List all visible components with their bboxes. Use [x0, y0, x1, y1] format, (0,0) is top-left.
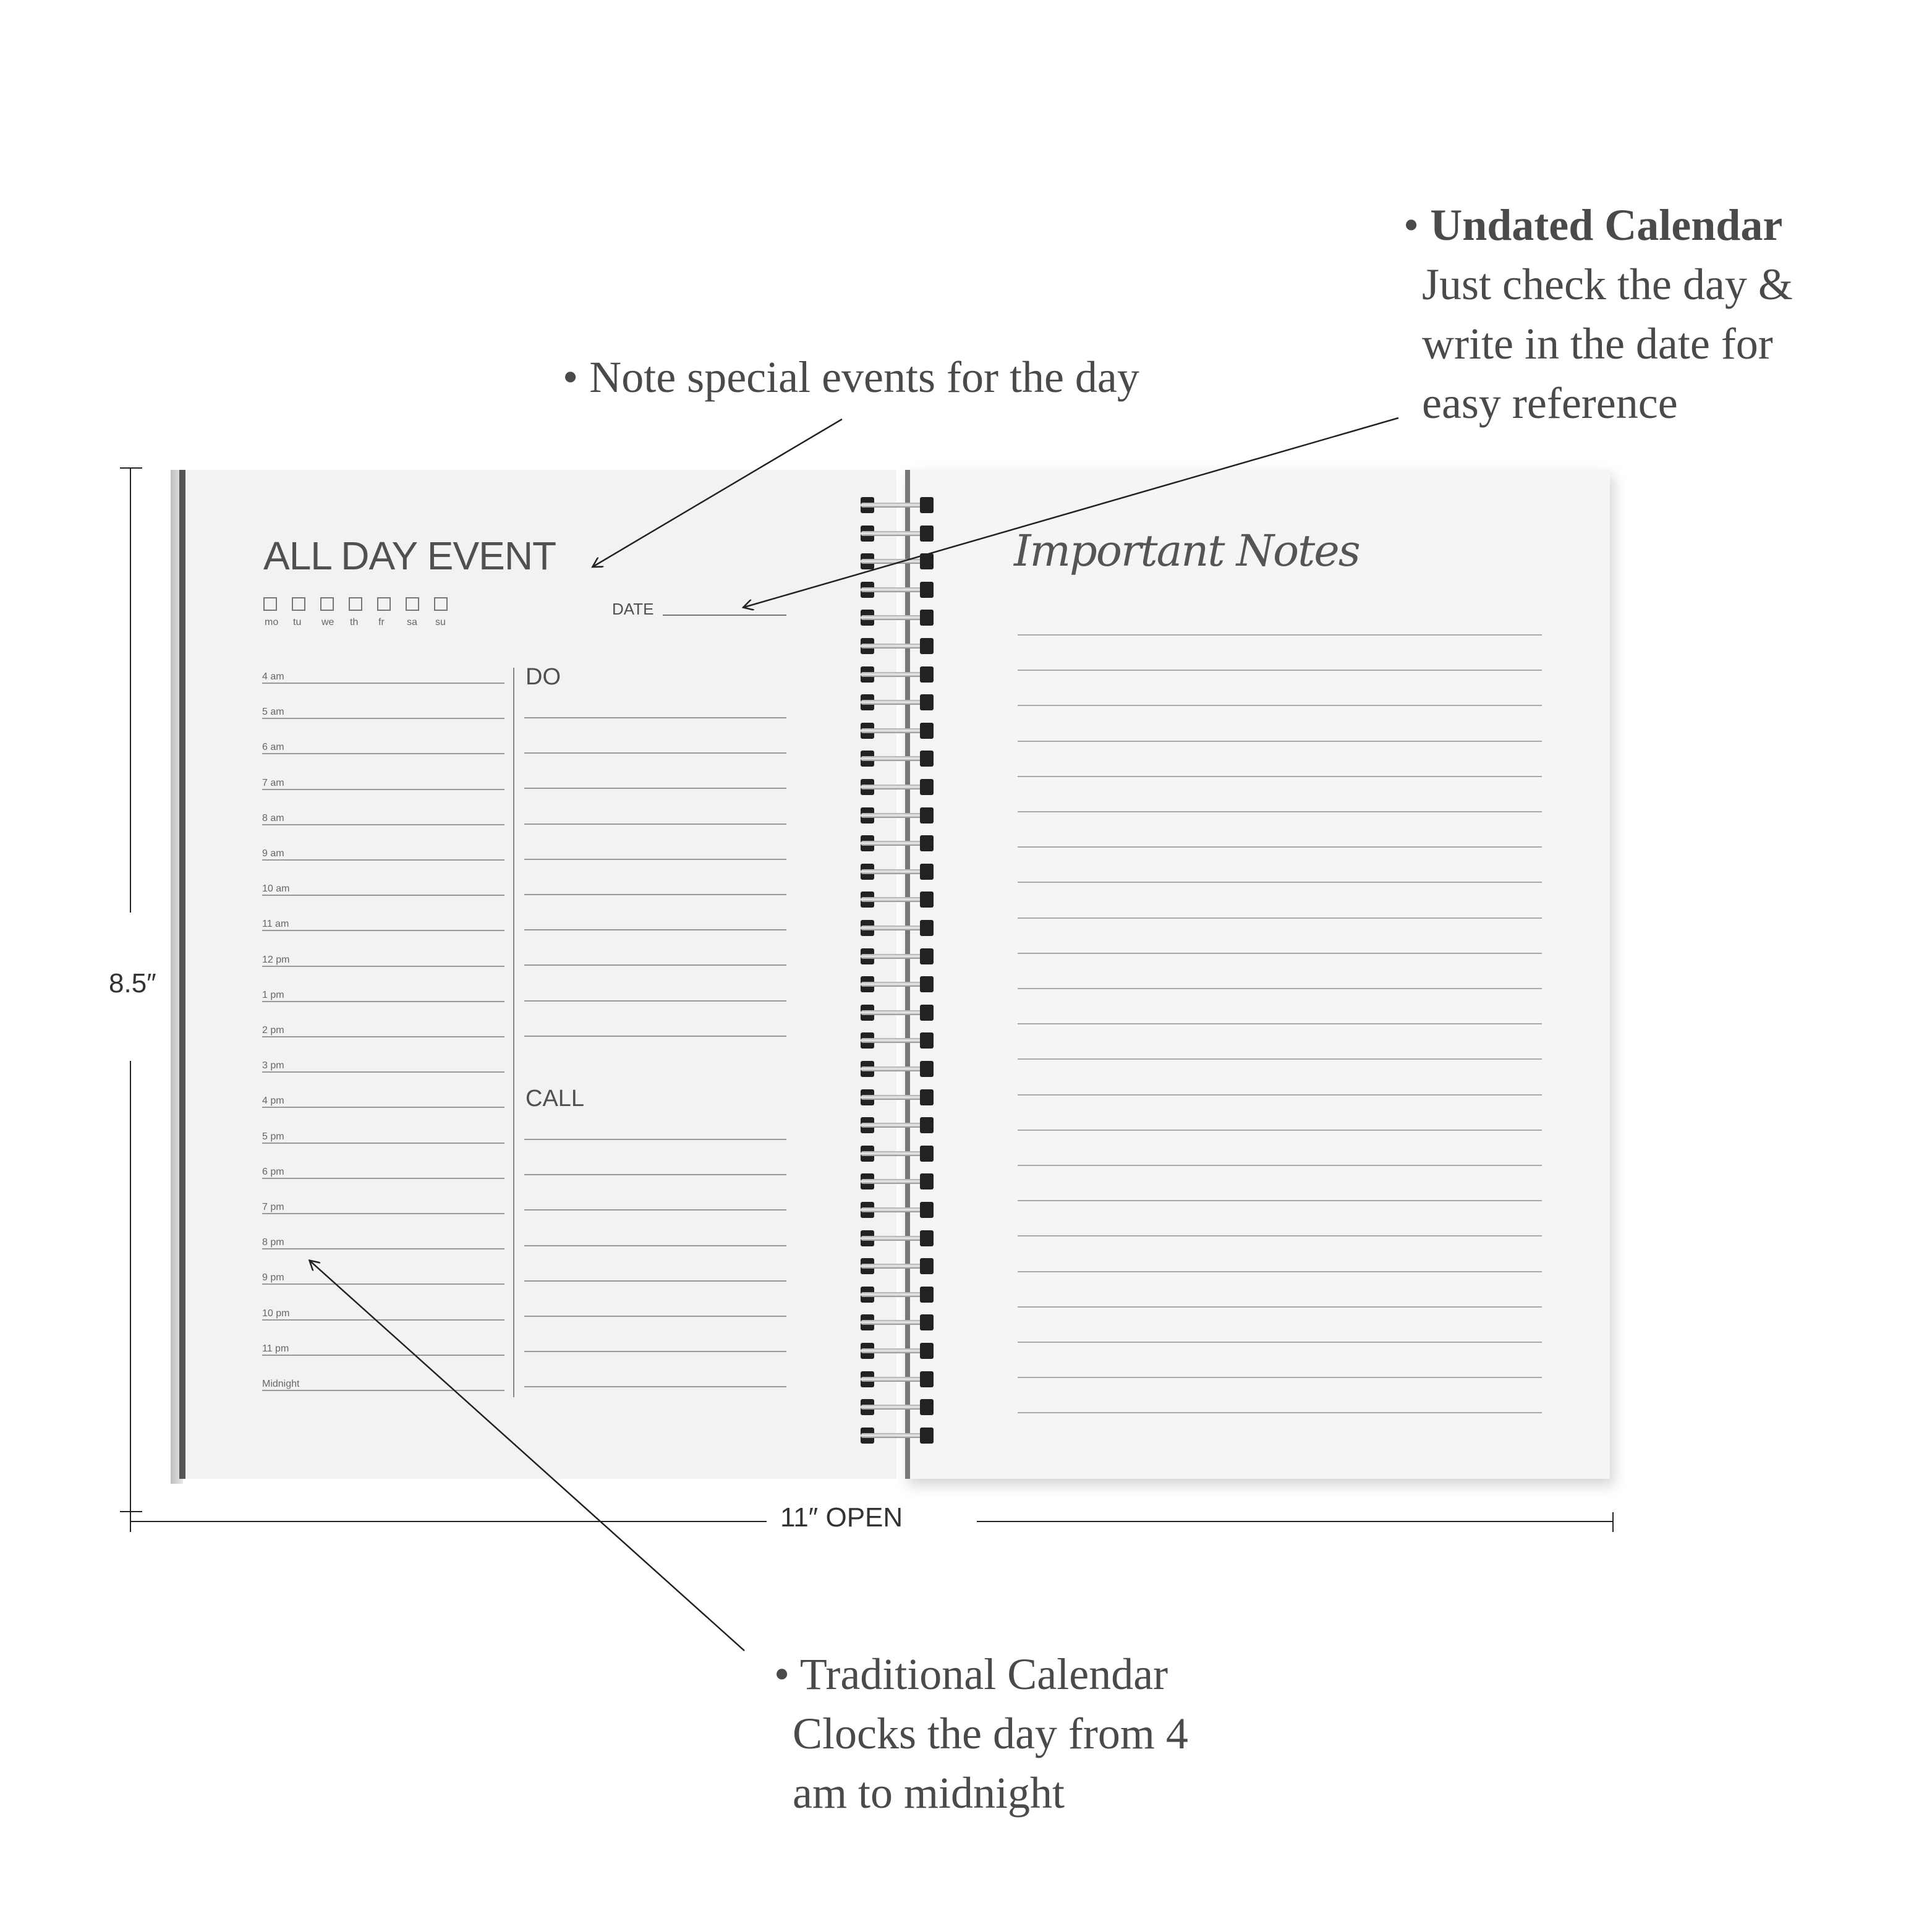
annotation-traditional-line-1: Clocks the day from 4: [793, 1709, 1188, 1758]
bullet: •: [1403, 200, 1431, 250]
hour-label: 10 pm: [262, 1308, 290, 1319]
height-dimension-label: 8.5″: [109, 968, 156, 998]
weekday-label: sa: [407, 617, 417, 628]
annotation-undated-title: Undated Calendar: [1430, 200, 1783, 250]
annotation-traditional-title: Traditional Calendar: [799, 1649, 1168, 1699]
weekday-label: th: [350, 617, 359, 628]
hour-label: 4 am: [262, 671, 284, 682]
bullet: •: [563, 352, 590, 402]
hour-label: 5 pm: [262, 1131, 284, 1142]
hour-label: 4 pm: [262, 1096, 284, 1107]
do-label: DO: [526, 664, 561, 690]
annotation-undated-line-3: easy reference: [1422, 378, 1678, 428]
hour-label: 9 am: [262, 848, 284, 859]
hour-label: 12 pm: [262, 954, 290, 965]
hour-label: 3 pm: [262, 1060, 284, 1071]
hour-label: 11 am: [262, 919, 289, 930]
hour-label: 2 pm: [262, 1025, 284, 1036]
page-title: ALL DAY EVENT: [263, 534, 556, 578]
bullet: •: [774, 1649, 800, 1699]
annotation-undated-line-1: Just check the day &: [1422, 260, 1793, 309]
width-dimension-label: 11″ OPEN: [780, 1502, 903, 1533]
weekday-label: su: [435, 617, 446, 628]
date-label: DATE: [612, 600, 654, 618]
hour-label: Midnight: [262, 1379, 300, 1389]
annotation-undated-line-2: write in the date for: [1422, 319, 1773, 368]
hour-label: 11 pm: [262, 1343, 289, 1354]
annotation-special-events-text: Note special events for the day: [589, 352, 1139, 402]
hour-label: 5 am: [262, 707, 284, 718]
notes-title: Important Notes: [1014, 526, 1360, 576]
arrow-special-events: [594, 419, 842, 566]
weekday-label: mo: [265, 617, 279, 628]
hour-label: 8 am: [262, 812, 284, 823]
hour-label: 10 am: [262, 883, 290, 895]
hour-label: 9 pm: [262, 1272, 284, 1283]
weekday-label: tu: [293, 617, 302, 628]
hour-label: 8 pm: [262, 1237, 284, 1248]
call-label: CALL: [526, 1086, 585, 1112]
arrow-undated-calendar: [744, 418, 1398, 607]
arrow-traditional-calendar: [310, 1261, 744, 1651]
weekday-label: fr: [378, 617, 385, 628]
hour-label: 7 am: [262, 777, 284, 788]
hour-label: 1 pm: [262, 989, 284, 1000]
annotation-traditional-line-2: am to midnight: [793, 1768, 1065, 1818]
hour-label: 6 am: [262, 742, 284, 753]
weekday-label: we: [321, 617, 334, 628]
hour-label: 6 pm: [262, 1166, 284, 1177]
hour-label: 7 pm: [262, 1202, 284, 1212]
